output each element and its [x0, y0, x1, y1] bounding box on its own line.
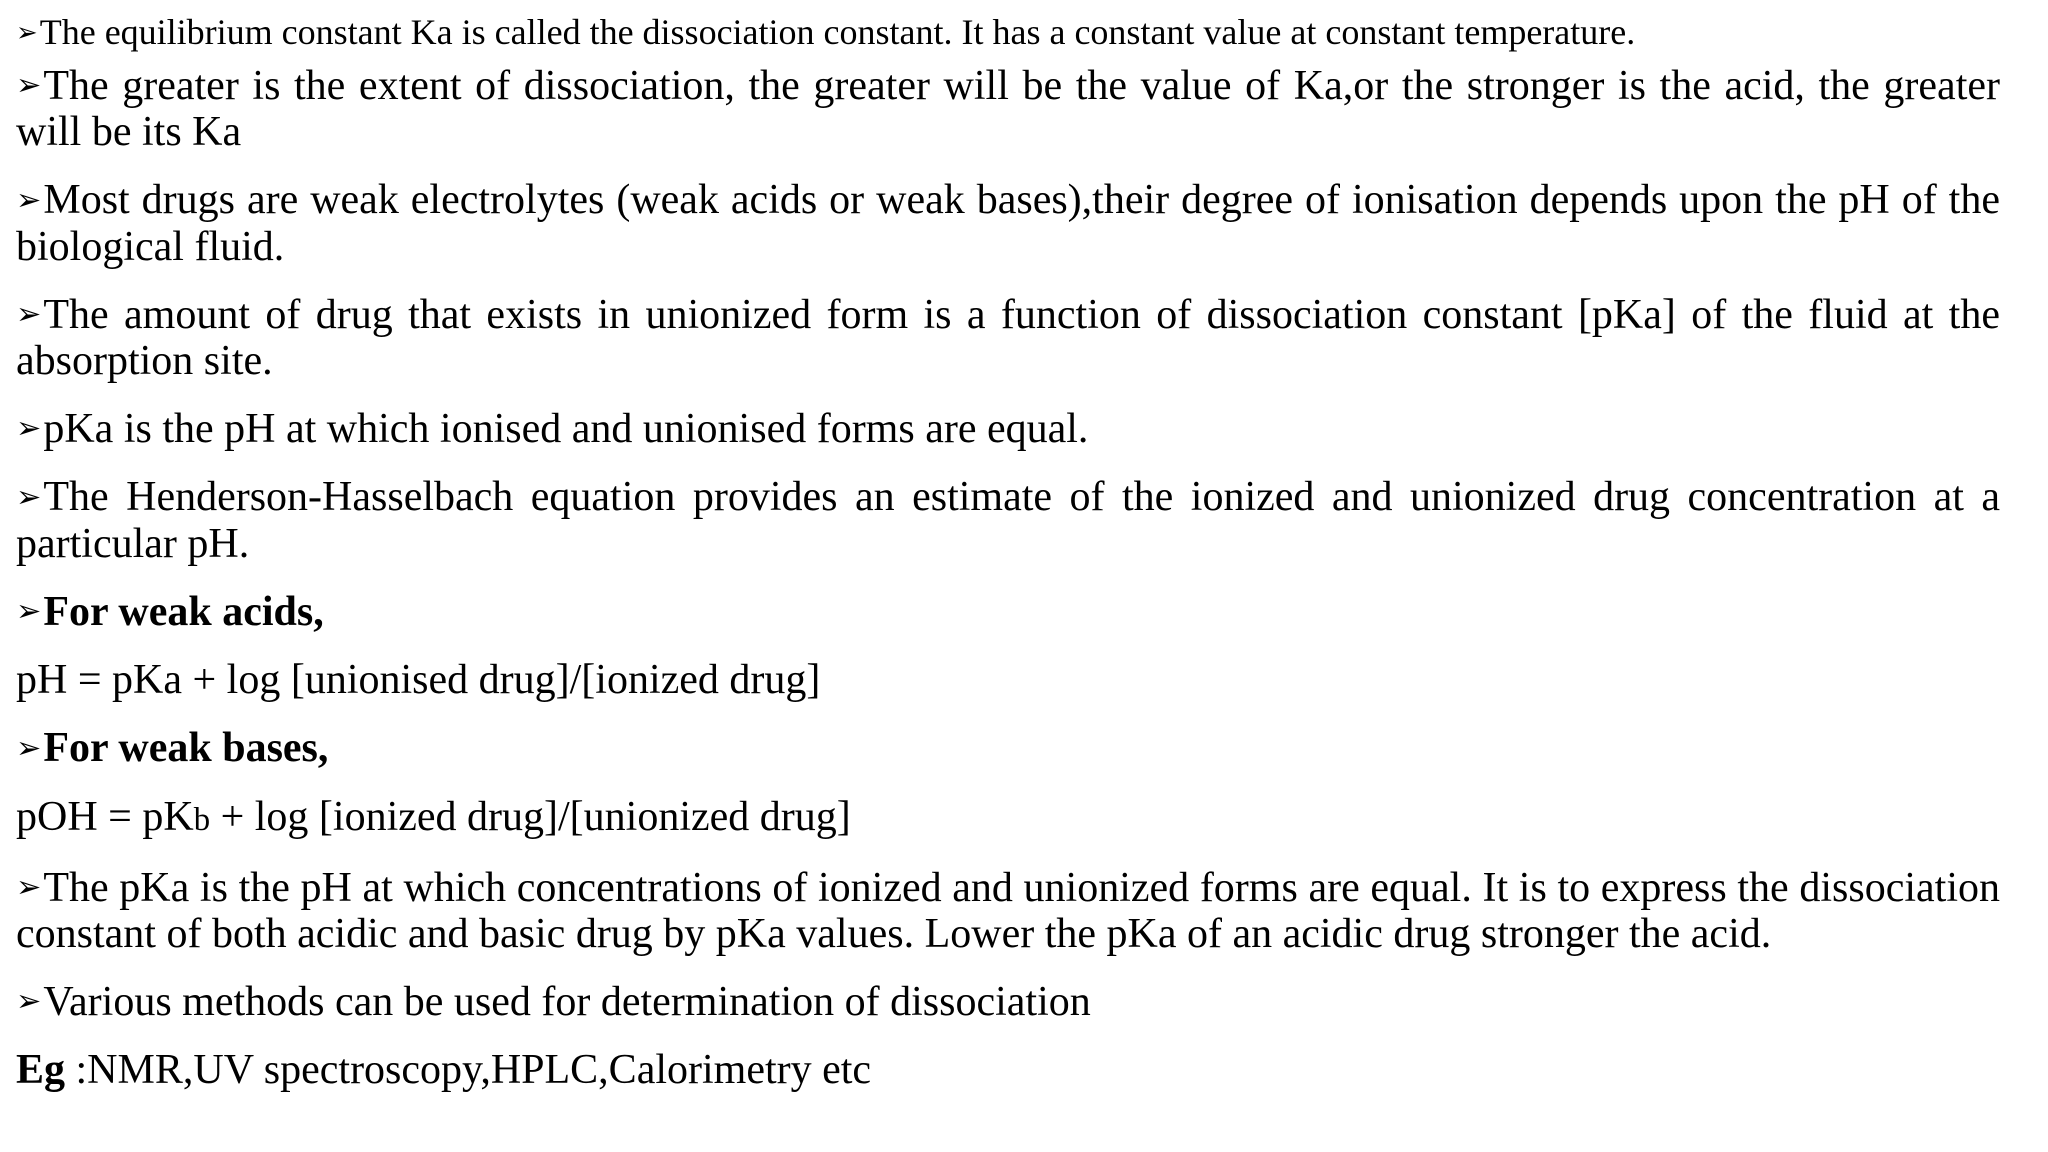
paragraph-unionized-form — [16, 292, 2000, 384]
examples-text: :NMR,UV spectroscopy,HPLC,Calorimetry etc — [65, 1047, 872, 1094]
paragraph-pka-concentrations — [16, 865, 2000, 957]
paragraph-text: The greater is the extent of dissociation, the greater will be the value of Ka,or the stronger is the acid, the greater will be its Ka — [16, 62, 2000, 156]
paragraph-text: The amount of drug that exists in unionized form is a function of dissociation constant [pKa] of the fluid at the absorption site. — [16, 291, 2000, 385]
weak-bases-equation — [16, 794, 2000, 843]
weak-acids-heading — [16, 589, 2000, 635]
arrow-bullet-icon: ➢ — [16, 17, 38, 48]
arrow-bullet-icon: ➢ — [16, 68, 42, 104]
paragraph-methods — [16, 979, 2000, 1025]
arrow-bullet-icon: ➢ — [16, 182, 42, 218]
arrow-bullet-icon: ➢ — [16, 479, 42, 515]
paragraph-henderson-hasselbach — [16, 474, 2000, 566]
heading-text: For weak bases, — [43, 725, 329, 772]
equation-end: + log [ionized drug]/[unionized drug] — [210, 793, 851, 840]
paragraph-text: The pKa is the pH at which concentrations of ionized and unionized forms are equal. It is to express the dissociation constant of both acidic and basic drug by pKa values. Lower the pKa of an acidic drug stronger the acid. — [16, 864, 2000, 957]
arrow-bullet-icon: ➢ — [16, 984, 42, 1020]
examples-line — [16, 1047, 2000, 1093]
paragraph-weak-electrolytes — [16, 177, 2000, 269]
paragraph-text: The equilibrium constant Ka is called the dissociation constant. It has a constant value at constant temperature. — [39, 12, 1636, 52]
weak-bases-heading — [16, 725, 2000, 771]
arrow-bullet-icon: ➢ — [16, 297, 42, 333]
arrow-bullet-icon: ➢ — [16, 869, 42, 905]
paragraph-pka-definition — [16, 406, 2000, 452]
arrow-bullet-icon: ➢ — [16, 594, 42, 630]
weak-acids-equation: pH = pKa + log [unionised drug]/[ionized drug] — [16, 657, 821, 704]
heading-text: For weak acids, — [43, 588, 324, 635]
equation-start: pOH = pK — [16, 793, 194, 840]
paragraph-text: The Henderson-Hasselbach equation provides an estimate of the ionized and unionized drug concentration at a particular pH. — [16, 474, 2000, 567]
paragraph-text: Most drugs are weak electrolytes (weak acids or weak bases),their degree of ionisation depends upon the pH of the biological fluid. — [16, 177, 2000, 270]
paragraph-text: Various methods can be used for determination of dissociation — [43, 978, 1091, 1025]
paragraph-ka-definition — [16, 0, 2000, 55]
paragraph-extent-dissociation — [16, 63, 2000, 155]
examples-label: Eg — [16, 1047, 66, 1094]
equation-subscript: b — [193, 801, 211, 838]
arrow-bullet-icon: ➢ — [16, 411, 42, 447]
arrow-bullet-icon: ➢ — [16, 730, 42, 766]
paragraph-text: pKa is the pH at which ionised and unionised forms are equal. — [43, 406, 1089, 453]
